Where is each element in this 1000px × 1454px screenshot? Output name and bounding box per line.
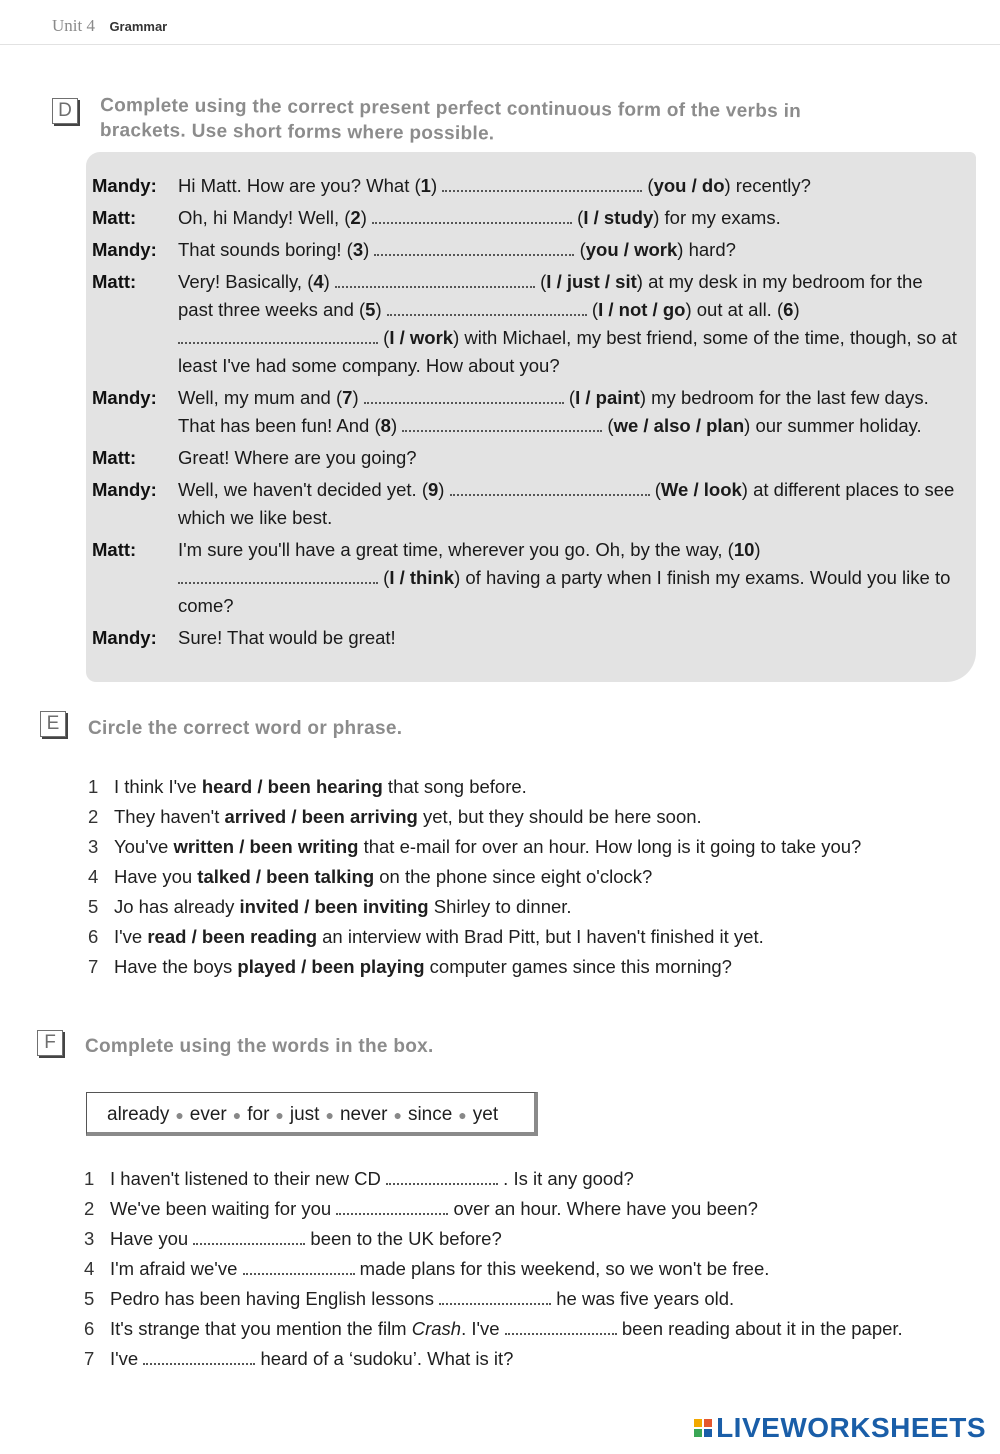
exercise-f-instruction: Complete using the words in the box.: [85, 1036, 434, 1057]
list-item: [84, 1284, 903, 1314]
answer-blank[interactable]: [439, 1289, 551, 1305]
answer-blank[interactable]: [372, 208, 572, 224]
list-item: [84, 1224, 903, 1254]
blank-number: 8: [380, 415, 391, 436]
dialogue-row: [92, 476, 962, 532]
unit-label: Unit 4: [52, 16, 95, 35]
list-item: [84, 1194, 903, 1224]
item-number: 3: [84, 1228, 95, 1249]
liveworksheets-logo: [694, 1412, 986, 1444]
answer-blank[interactable]: [193, 1229, 305, 1245]
dialogue-row: [92, 624, 962, 652]
blank-number: 3: [352, 239, 364, 260]
answer-blank[interactable]: [374, 240, 574, 256]
choice-options[interactable]: invited / been inviting: [239, 896, 429, 917]
answer-blank[interactable]: [178, 328, 378, 344]
dialogue: [92, 172, 962, 656]
speaker-name: Mandy:: [92, 175, 157, 196]
bullet-icon: ●: [393, 1107, 402, 1123]
answer-blank[interactable]: [364, 388, 564, 404]
logo-text: LIVEWORKSHEETS: [716, 1412, 986, 1443]
item-number: 2: [84, 1198, 95, 1219]
item-text: I think I've heard / been hearing that song before.: [114, 776, 527, 797]
exercise-d-instruction: [100, 93, 801, 149]
dialogue-text: That sounds boring! (3) (you / work) hard?: [178, 239, 736, 260]
list-item: [84, 1254, 903, 1284]
exercise-letter-d: D: [52, 98, 78, 124]
answer-blank[interactable]: [386, 1169, 498, 1185]
item-number: 7: [84, 1348, 95, 1369]
verb-prompt: We / look: [660, 479, 742, 500]
item-number: 4: [88, 866, 99, 887]
list-item: [88, 952, 861, 982]
dialogue-row: [92, 536, 962, 620]
blank-number: 9: [428, 479, 439, 500]
item-text: Have you been to the UK before?: [110, 1228, 502, 1249]
bullet-icon: ●: [232, 1107, 242, 1123]
dialogue-row: [92, 236, 962, 264]
choice-options[interactable]: arrived / been arriving: [224, 806, 418, 827]
item-text: I haven't listened to their new CD . Is it any good?: [110, 1168, 634, 1189]
answer-blank[interactable]: [243, 1259, 355, 1275]
item-text: They haven't arrived / been arriving yet, but they should be here soon.: [114, 806, 702, 827]
blank-number: 5: [365, 299, 376, 320]
item-number: 2: [88, 806, 99, 827]
list-item: [88, 862, 861, 892]
list-item: [88, 772, 861, 802]
exercise-e-list: [88, 772, 861, 982]
choice-options[interactable]: heard / been hearing: [201, 776, 383, 797]
box-word: already: [107, 1104, 170, 1126]
exercise-e-instruction: Circle the correct word or phrase.: [88, 718, 403, 739]
dialogue-text: Hi Matt. How are you? What (1) (you / do) recently?: [178, 175, 811, 196]
blank-number: 4: [313, 271, 324, 292]
speaker-name: Matt:: [92, 447, 137, 468]
item-text: I've heard of a ‘sudoku’. What is it?: [110, 1348, 514, 1369]
answer-blank[interactable]: [335, 272, 535, 288]
dialogue-row: [92, 384, 962, 440]
item-text: It's strange that you mention the film Crash. I've been reading about it in the paper.: [110, 1318, 903, 1339]
item-number: 3: [88, 836, 99, 857]
item-text: We've been waiting for you over an hour. Where have you been?: [110, 1198, 758, 1219]
speaker-name: Mandy:: [92, 479, 157, 500]
page-header: [52, 16, 167, 36]
box-word: just: [289, 1104, 320, 1126]
header-divider: [0, 44, 1000, 45]
verb-prompt: I / work: [389, 327, 454, 348]
speaker-name: Matt:: [92, 271, 137, 292]
answer-blank[interactable]: [442, 176, 642, 192]
verb-prompt: you / do: [653, 175, 725, 196]
item-text: Have the boys played / been playing computer games since this morning?: [114, 956, 732, 977]
speaker-name: Mandy:: [92, 627, 157, 648]
box-word: since: [407, 1104, 453, 1126]
verb-prompt: we / also / plan: [613, 415, 745, 436]
item-number: 1: [84, 1168, 95, 1189]
logo-mark-icon: [694, 1419, 712, 1437]
speaker-name: Mandy:: [92, 239, 157, 260]
list-item: [84, 1314, 903, 1344]
answer-blank[interactable]: [402, 416, 602, 432]
verb-prompt: I / think: [389, 567, 455, 588]
bullet-icon: ●: [275, 1107, 284, 1123]
word-box: [86, 1092, 538, 1136]
answer-blank[interactable]: [143, 1349, 255, 1365]
answer-blank[interactable]: [336, 1199, 448, 1215]
verb-prompt: I / just / sit: [546, 271, 637, 292]
dialogue-text: Sure! That would be great!: [178, 627, 396, 648]
bullet-icon: ●: [325, 1107, 334, 1123]
exercise-letter-e: E: [40, 711, 66, 737]
list-item: [84, 1164, 903, 1194]
dialogue-row: [92, 268, 962, 380]
item-number: 4: [84, 1258, 95, 1279]
dialogue-text: Great! Where are you going?: [178, 447, 417, 468]
choice-options[interactable]: played / been playing: [237, 956, 425, 977]
item-text: I've read / been reading an interview with Brad Pitt, but I haven't finished it yet.: [114, 926, 764, 947]
choice-options[interactable]: written / been writing: [173, 836, 359, 857]
blank-number: 7: [342, 387, 353, 408]
item-number: 1: [88, 776, 99, 797]
speaker-name: Matt:: [92, 207, 137, 228]
list-item: [84, 1344, 903, 1374]
blank-number: 1: [420, 175, 431, 196]
box-word: never: [339, 1104, 388, 1126]
blank-number: 6: [783, 299, 794, 320]
dialogue-text: Oh, hi Mandy! Well, (2) (I / study) for my exams.: [178, 207, 781, 228]
item-text: Have you talked / been talking on the phone since eight o'clock?: [114, 866, 653, 887]
answer-blank[interactable]: [450, 480, 650, 496]
item-text: You've written / been writing that e-mail for over an hour. How long is it going to take you?: [114, 836, 862, 857]
item-number: 5: [84, 1288, 95, 1309]
blank-number: 2: [350, 207, 361, 228]
box-word: ever: [189, 1104, 227, 1126]
speaker-name: Mandy:: [92, 387, 157, 408]
verb-prompt: you / work: [585, 239, 678, 260]
dialogue-text: Well, we haven't decided yet. (9) (We / look) at different places to see which we like best.: [178, 479, 955, 528]
item-number: 6: [88, 926, 99, 947]
instruction-line-2: brackets. Use short forms where possible.: [99, 119, 495, 145]
list-item: [88, 802, 861, 832]
dialogue-row: [92, 172, 962, 200]
verb-prompt: I / study: [583, 207, 654, 228]
answer-blank[interactable]: [505, 1319, 617, 1335]
blank-number: 10: [733, 539, 755, 560]
verb-prompt: I / paint: [575, 387, 640, 408]
choice-options[interactable]: read / been reading: [147, 926, 317, 947]
list-item: [88, 892, 861, 922]
dialogue-text: Very! Basically, (4) (I / just / sit) at my desk in my bedroom for the past three weeks and (5) (I / not / go) out at all. (6) (I / work) with Michael, my best friend, some of the time, though, so at least I've had some company. How about you?: [178, 271, 957, 376]
film-title: Crash: [411, 1318, 462, 1339]
box-word: for: [247, 1104, 270, 1126]
dialogue-text: Well, my mum and (7) (I / paint) my bedroom for the last few days. That has been fun! And (8) (we / also / plan) our summer holiday.: [178, 387, 929, 436]
section-label: Grammar: [109, 19, 168, 34]
choice-options[interactable]: talked / been talking: [197, 866, 375, 887]
dialogue-row: [92, 444, 962, 472]
verb-prompt: I / not / go: [598, 299, 686, 320]
dialogue-text: I'm sure you'll have a great time, wherever you go. Oh, by the way, (10) (I / think) of having a party when I finish my exams. Would you like to come?: [178, 539, 951, 616]
item-number: 5: [88, 896, 99, 917]
item-number: 7: [88, 956, 99, 977]
exercise-letter-f: F: [37, 1030, 63, 1056]
exercise-f-list: [84, 1164, 903, 1374]
dialogue-row: [92, 204, 962, 232]
box-word: yet: [472, 1104, 499, 1126]
item-text: I'm afraid we've made plans for this weekend, so we won't be free.: [110, 1258, 770, 1279]
bullet-icon: ●: [458, 1107, 467, 1123]
bullet-icon: ●: [175, 1107, 184, 1123]
item-text: Jo has already invited / been inviting Shirley to dinner.: [114, 896, 572, 917]
instruction-line-1: Complete using the correct present perfect continuous form of the verbs in: [100, 94, 802, 123]
item-number: 6: [84, 1318, 95, 1339]
item-text: Pedro has been having English lessons he was five years old.: [110, 1288, 735, 1309]
list-item: [88, 832, 861, 862]
list-item: [88, 922, 861, 952]
answer-blank[interactable]: [178, 568, 378, 584]
answer-blank[interactable]: [387, 300, 587, 316]
speaker-name: Matt:: [92, 539, 137, 560]
